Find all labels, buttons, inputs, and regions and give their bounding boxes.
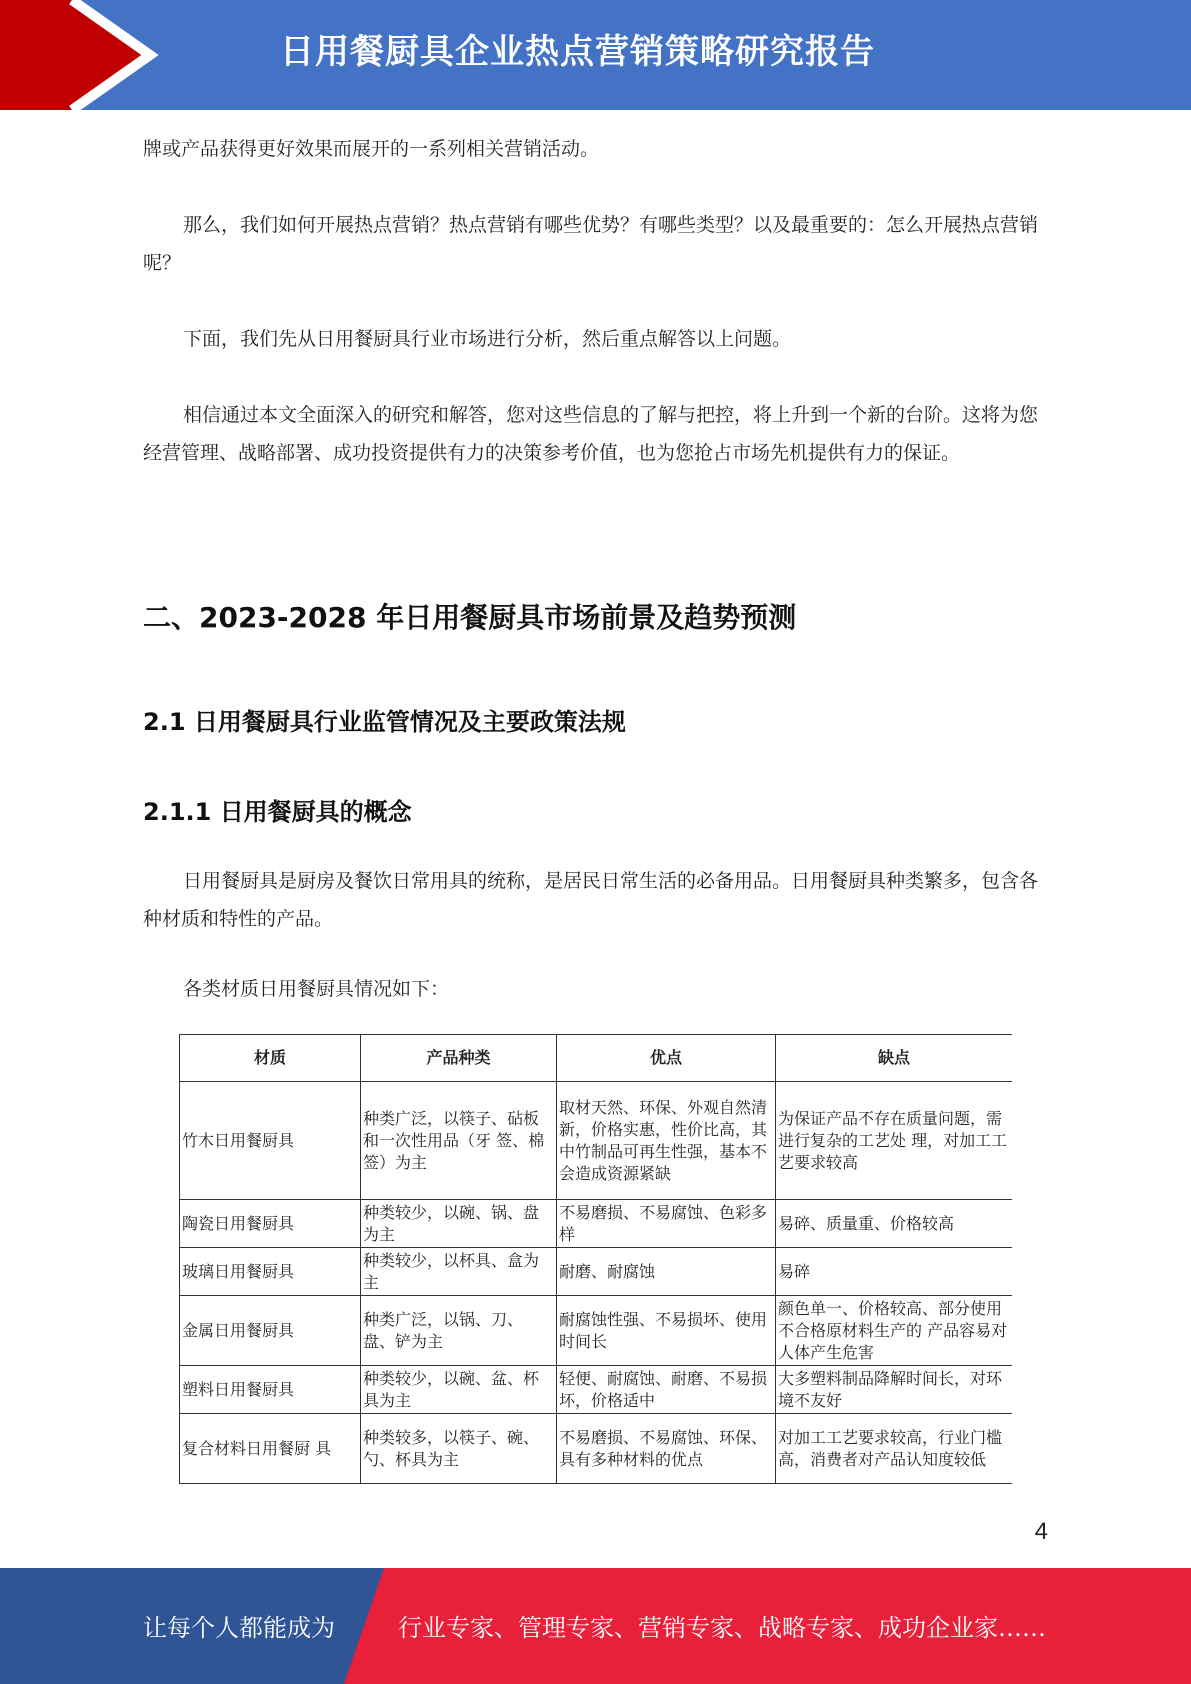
- paragraph-continuation: 牌或产品获得更好效果而展开的一系列相关营销活动。: [143, 138, 600, 160]
- table-cell: 种类广泛，以筷子、砧板和一次性用品（牙 签、棉签）为主: [361, 1082, 557, 1200]
- document-title: 日用餐厨具企业热点营销策略研究报告: [280, 32, 875, 72]
- subsubsection-heading: 2.1.1 日用餐厨具的概念: [143, 798, 412, 826]
- table-cell: 轻便、耐腐蚀、耐磨、不易损坏，价格适中: [557, 1366, 776, 1414]
- page-number: 4: [1034, 1518, 1048, 1545]
- table-cell: 为保证产品不存在质量问题，需进行复杂的工艺处 理，对加工工艺要求较高: [776, 1082, 1013, 1200]
- table-cell: 易碎: [776, 1248, 1013, 1296]
- table-header-row: [180, 1035, 1013, 1082]
- table-cell: 种类较少，以碗、盆、杯具为主: [361, 1366, 557, 1414]
- footer-slogan-right: 行业专家、管理专家、营销专家、战略专家、成功企业家……: [398, 1614, 1046, 1642]
- table-cell: 不易磨损、不易腐蚀、色彩多样: [557, 1200, 776, 1248]
- table-row: [180, 1082, 1013, 1200]
- table-row: [180, 1296, 1013, 1366]
- table-cell: 取材天然、环保、外观自然清新，价格实惠，性价比高，其中竹制品可再生性强，基本不会造成资源紧缺: [557, 1082, 776, 1200]
- table-row: [180, 1366, 1013, 1414]
- table-cell: 大多塑料制品降解时间长，对环境不友好: [776, 1366, 1013, 1414]
- table-cell: 耐磨、耐腐蚀: [557, 1248, 776, 1296]
- table-cell: 种类较少，以碗、锅、盘为主: [361, 1200, 557, 1248]
- table-cell: 不易磨损、不易腐蚀、环保、具有多种材料的优点: [557, 1414, 776, 1484]
- column-header-disadvantages: 缺点: [776, 1035, 1013, 1082]
- table-cell: 耐腐蚀性强、不易损坏、使用时间长: [557, 1296, 776, 1366]
- table-row: [180, 1414, 1013, 1484]
- materials-table-container: [179, 1034, 1012, 1484]
- page-header: [0, 0, 1191, 110]
- column-header-advantages: 优点: [557, 1035, 776, 1082]
- table-cell: 复合材料日用餐厨 具: [180, 1414, 361, 1484]
- table-cell: 易碎、质量重、价格较高: [776, 1200, 1013, 1248]
- page-footer: [0, 1568, 1191, 1684]
- table-row: [180, 1248, 1013, 1296]
- column-header-material: 材质: [180, 1035, 361, 1082]
- table-row: [180, 1200, 1013, 1248]
- paragraph-value-statement: 相信通过本文全面深入的研究和解答，您对这些信息的了解与把控，将上升到一个新的台阶。这将为您经营管理、战略部署、成功投资提供有力的决策参考价值，也为您抢占市场先机提供有力的保证。: [143, 404, 1039, 464]
- table-cell: 种类较少，以杯具、盒为主: [361, 1248, 557, 1296]
- table-cell: 竹木日用餐厨具: [180, 1082, 361, 1200]
- table-intro: 各类材质日用餐厨具情况如下：: [183, 978, 450, 1000]
- table-cell: 玻璃日用餐厨具: [180, 1248, 361, 1296]
- footer-slogan-left: 让每个人都能成为: [143, 1614, 335, 1642]
- table-cell: 金属日用餐厨具: [180, 1296, 361, 1366]
- paragraph-analysis-plan: 下面，我们先从日用餐厨具行业市场进行分析，然后重点解答以上问题。: [183, 328, 792, 350]
- table-cell: 种类广泛，以锅、刀、盘、铲为主: [361, 1296, 557, 1366]
- section-heading: 二、2023-2028 年日用餐厨具市场前景及趋势预测: [143, 601, 797, 634]
- table-cell: 种类较多，以筷子、碗、勺、杯具为主: [361, 1414, 557, 1484]
- table-cell: 颜色单一、价格较高、部分使用不合格原材料生产的 产品容易对人体产生危害: [776, 1296, 1013, 1366]
- subsection-heading: 2.1 日用餐厨具行业监管情况及主要政策法规: [143, 708, 626, 736]
- column-header-product-types: 产品种类: [361, 1035, 557, 1082]
- concept-paragraph: 日用餐厨具是厨房及餐饮日常用具的统称，是居民日常生活的必备用品。日用餐厨具种类繁多，包含各种材质和特性的产品。: [143, 870, 1039, 930]
- materials-table: [179, 1034, 1012, 1484]
- table-cell: 陶瓷日用餐厨具: [180, 1200, 361, 1248]
- table-cell: 塑料日用餐厨具: [180, 1366, 361, 1414]
- paragraph-questions: 那么，我们如何开展热点营销？热点营销有哪些优势？有哪些类型？以及最重要的：怎么开展热点营销呢？: [143, 214, 1039, 274]
- table-cell: 对加工工艺要求较高，行业门槛高，消费者对产品认知度较低: [776, 1414, 1013, 1484]
